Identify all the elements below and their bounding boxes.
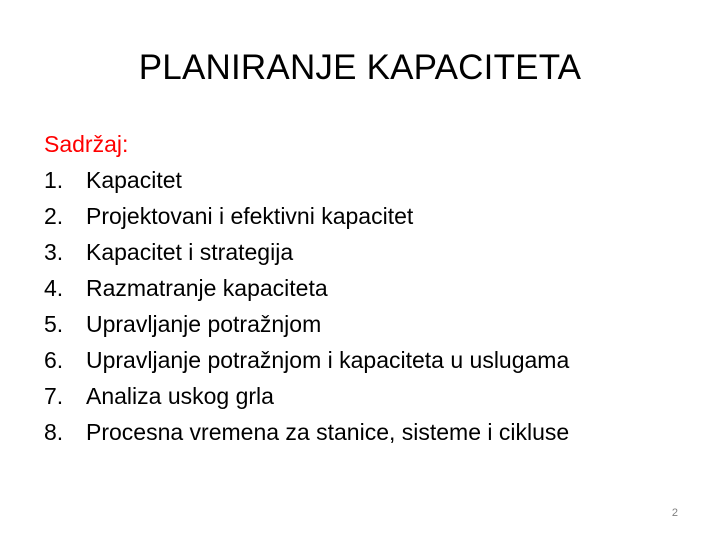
- list-item: [44, 342, 704, 378]
- item-text: Procesna vremena za stanice, sisteme i cikluse: [86, 419, 570, 445]
- item-text: Upravljanje potražnjom: [86, 311, 322, 337]
- list-item: [44, 306, 704, 342]
- item-text: Razmatranje kapaciteta: [86, 275, 328, 301]
- item-number: 6.: [44, 347, 64, 373]
- page-number: 2: [671, 507, 678, 519]
- item-number: 2.: [44, 203, 64, 229]
- table-of-contents: [44, 162, 704, 450]
- item-text: Analiza uskog grla: [86, 383, 274, 409]
- item-number: 8.: [44, 419, 64, 445]
- list-item: [44, 234, 704, 270]
- item-text: Kapacitet i strategija: [86, 239, 294, 265]
- item-number: 1.: [44, 167, 64, 193]
- item-number: 3.: [44, 239, 64, 265]
- list-item: [44, 414, 704, 450]
- item-text: Upravljanje potražnjom i kapaciteta u uslugama: [86, 347, 570, 373]
- list-item: [44, 198, 704, 234]
- item-text: Kapacitet: [86, 167, 182, 193]
- list-item: [44, 378, 704, 414]
- section-heading: Sadržaj:: [44, 131, 129, 157]
- item-number: 7.: [44, 383, 64, 409]
- item-number: 4.: [44, 275, 64, 301]
- slide-title: PLANIRANJE KAPACITETA: [138, 48, 582, 87]
- list-item: [44, 270, 704, 306]
- item-number: 5.: [44, 311, 64, 337]
- item-text: Projektovani i efektivni kapacitet: [86, 203, 414, 229]
- list-item: [44, 162, 704, 198]
- slide-content: [44, 126, 704, 450]
